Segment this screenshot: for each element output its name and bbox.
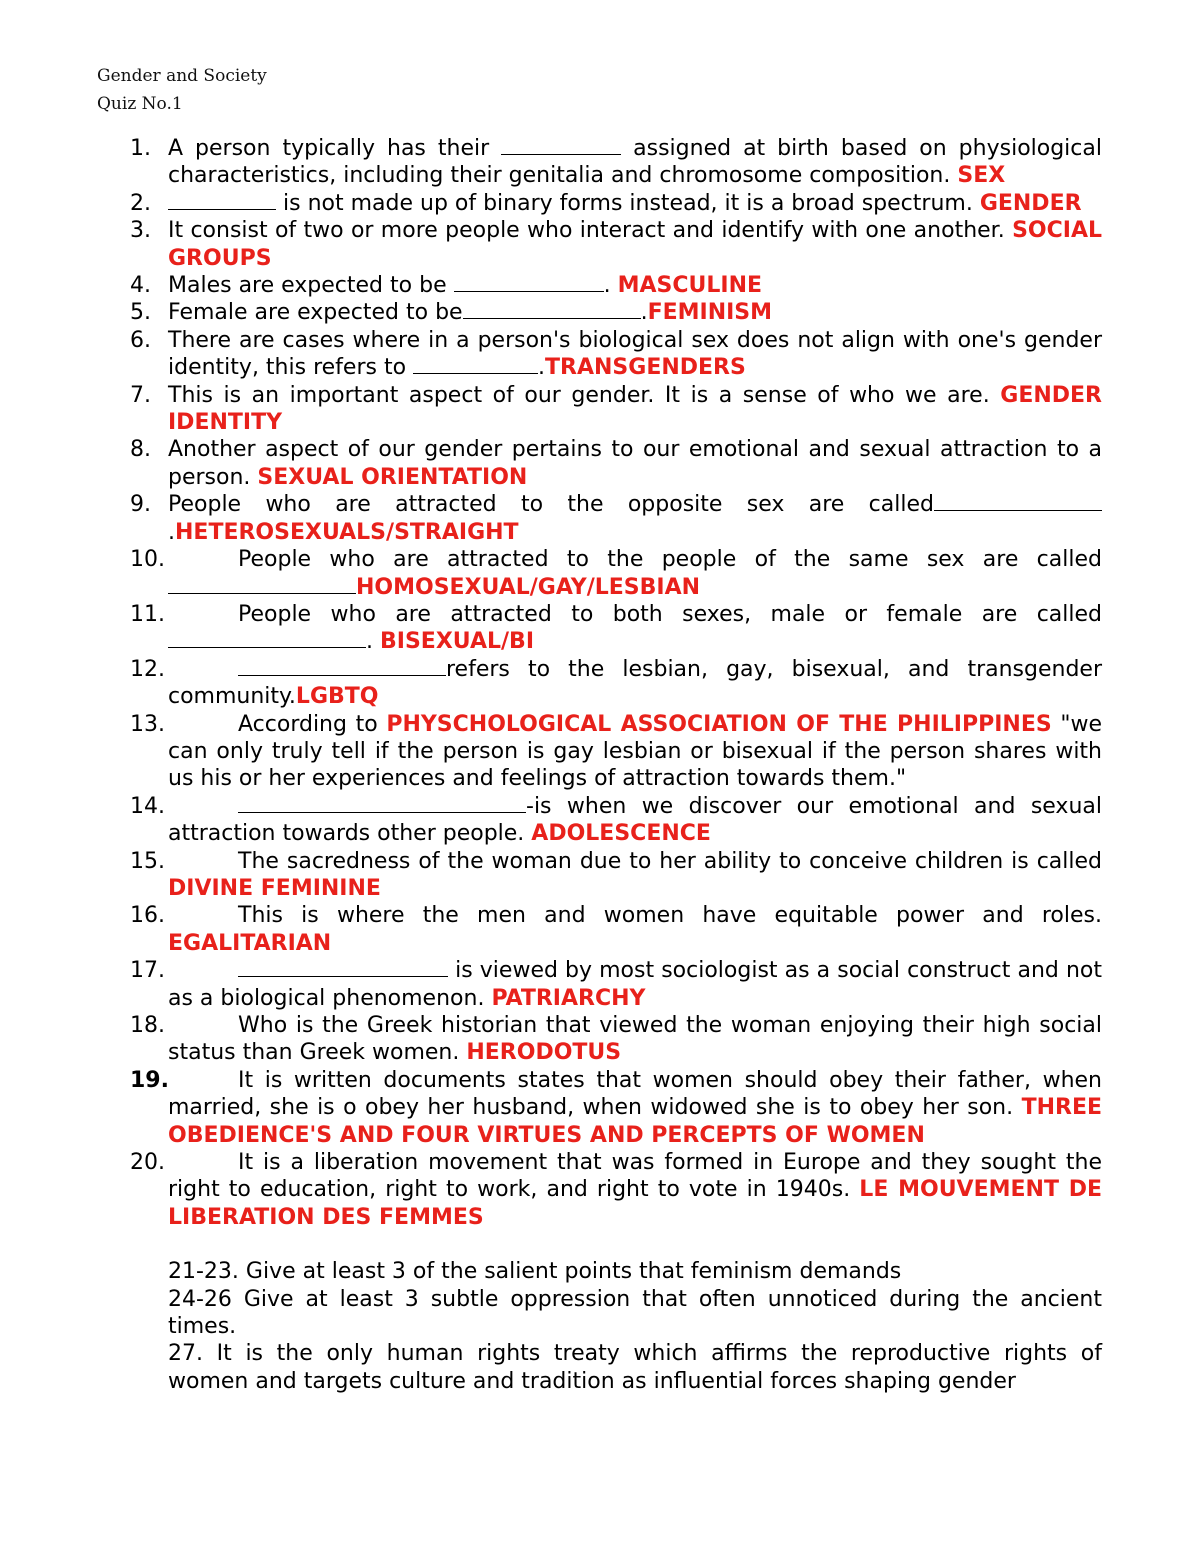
answer-key: EGALITARIAN xyxy=(168,930,332,956)
question-text: assigned at birth based on physiological characteristics, including their genitalia and chromosome composition. xyxy=(168,136,1102,189)
question-text: is not made up of binary forms instead, it is a broad spectrum. xyxy=(283,190,973,216)
question-number: 17. xyxy=(130,958,165,984)
quiz-list xyxy=(130,135,1102,1395)
question-number: 8. xyxy=(130,437,151,463)
question-number: 2. xyxy=(130,190,151,216)
question-text: It is a liberation movement that was formed in Europe and they sought the right to education, right to work, and right to vote in 1940s. xyxy=(168,1150,1102,1203)
question-text: Another aspect of our gender pertains to our emotional and sexual attraction to a person. xyxy=(168,437,1102,490)
question-11 xyxy=(130,601,1102,656)
question-text: . xyxy=(603,273,611,299)
answer-key: SOCIAL GROUPS xyxy=(168,218,1102,271)
question-4 xyxy=(130,272,1102,299)
question-text: People who are attracted to both sexes, male or female are called xyxy=(238,601,1102,627)
question-text: . xyxy=(640,300,648,326)
answer-key: BISEXUAL/BI xyxy=(380,629,535,655)
question-16 xyxy=(130,902,1102,957)
question-13 xyxy=(130,711,1102,793)
question-text: People who are attracted to the people of the same sex are called xyxy=(238,547,1102,573)
question-number: 5. xyxy=(130,300,151,326)
answer-key: FEMINISM xyxy=(647,300,773,326)
answer-blank xyxy=(413,354,538,374)
question-number: 15. xyxy=(130,848,165,874)
question-text: . xyxy=(168,519,175,545)
answer-key: SEX xyxy=(957,163,1006,189)
answer-key: PATRIARCHY xyxy=(491,985,646,1011)
question-number: 3. xyxy=(130,218,151,244)
answer-key: LGBTQ xyxy=(295,684,379,710)
question-text: "we can only truly tell if the person is gay lesbian or bisexual if the person shares with us his or her experiences and feelings of attraction towards them." xyxy=(168,711,1102,792)
question-text: . xyxy=(366,629,373,655)
question-number: 6. xyxy=(130,327,151,353)
question-number: 9. xyxy=(130,492,151,518)
question-9 xyxy=(130,491,1102,546)
question-text: is viewed by most sociologist as a social construct and not as a biological phenomenon. xyxy=(168,958,1102,1011)
question-2 xyxy=(130,190,1102,217)
document-header xyxy=(97,62,267,118)
course-title: Gender and Society xyxy=(97,66,267,86)
question-text: -is when we discover our emotional and sexual attraction towards other people. xyxy=(168,793,1102,847)
answer-blank xyxy=(168,628,366,648)
question-text: According to xyxy=(238,711,378,737)
question-number: 4. xyxy=(130,273,151,299)
question-3 xyxy=(130,217,1102,272)
answer-key: THREE OBEDIENCE'S AND FOUR VIRTUES AND PERCEPTS OF WOMEN xyxy=(168,1095,1102,1148)
question-24-26: 24-26 Give at least 3 subtle oppression that often unnoticed during the ancient times. xyxy=(168,1286,1102,1340)
question-text: . xyxy=(538,355,546,381)
question-8 xyxy=(130,436,1102,491)
question-number: 11. xyxy=(130,601,165,627)
question-number: 10. xyxy=(130,547,165,573)
spacer xyxy=(130,1231,1102,1258)
answer-blank xyxy=(238,793,526,813)
question-text: This is where the men and women have equitable power and roles. xyxy=(238,903,1102,929)
answer-key: SEXUAL ORIENTATION xyxy=(257,464,528,490)
question-6 xyxy=(130,327,1102,382)
answer-blank xyxy=(463,299,641,319)
answer-key: HETEROSEXUALS/STRAIGHT xyxy=(175,519,519,545)
question-20 xyxy=(130,1149,1102,1231)
question-number: 18. xyxy=(130,1013,165,1038)
question-14 xyxy=(130,793,1102,848)
question-12 xyxy=(130,656,1102,711)
question-text: People who are attracted to the opposite sex are called xyxy=(168,492,934,518)
question-text: It consist of two or more people who interact and identify with one another. xyxy=(168,218,1005,244)
question-number: 12. xyxy=(130,656,165,682)
answer-blank xyxy=(238,957,448,977)
question-number: 14. xyxy=(130,793,165,819)
question-number: 13. xyxy=(130,711,165,737)
answer-key: DIVINE FEMININE xyxy=(168,875,381,901)
question-10 xyxy=(130,546,1102,601)
question-19 xyxy=(130,1067,1102,1149)
question-text: This is an important aspect of our gender. It is a sense of who we are. xyxy=(168,382,990,408)
question-7 xyxy=(130,382,1102,437)
answer-key: TRANSGENDERS xyxy=(545,355,746,381)
answer-blank xyxy=(168,190,276,210)
question-17 xyxy=(130,957,1102,1012)
question-18 xyxy=(130,1012,1102,1067)
answer-blank xyxy=(168,574,356,594)
question-text: Who is the Greek historian that viewed the woman enjoying their high social status than Greek women. xyxy=(168,1013,1102,1066)
question-text: A person typically has their xyxy=(168,136,490,161)
question-number: 16. xyxy=(130,903,165,929)
answer-blank xyxy=(934,491,1102,511)
question-text: Female are expected to be xyxy=(168,300,463,326)
question-21-23: 21-23. Give at least 3 of the salient points that feminism demands xyxy=(168,1259,902,1285)
question-15 xyxy=(130,848,1102,903)
question-27: 27. It is the only human rights treaty which affirms the reproductive rights of women and targets culture and tradition as influential forces shaping gender xyxy=(168,1341,1102,1394)
answer-key: GENDER IDENTITY xyxy=(168,382,1102,436)
answer-blank xyxy=(501,135,621,155)
answer-key: HOMOSEXUAL/GAY/LESBIAN xyxy=(356,574,701,600)
question-text: Males are expected to be xyxy=(168,273,447,299)
question-5 xyxy=(130,299,1102,326)
question-text: refers to the lesbian, gay, bisexual, and transgender community. xyxy=(168,656,1102,710)
question-number: 19. xyxy=(130,1067,169,1093)
answer-blank xyxy=(238,656,446,676)
question-text: There are cases where in a person's biological sex does not align with one's gender identity, this refers to xyxy=(168,327,1102,381)
question-text: It is written documents states that women should obey their father, when married, she is o obey her husband, when widowed she is to obey her son. xyxy=(168,1067,1102,1121)
answer-key: ADOLESCENCE xyxy=(531,821,711,847)
question-number: 7. xyxy=(130,382,151,408)
answer-key: HERODOTUS xyxy=(466,1040,622,1066)
answer-key: PHYSCHOLOGICAL ASSOCIATION OF THE PHILIPPINES xyxy=(386,711,1052,737)
answer-key: GENDER xyxy=(979,190,1082,216)
question-number: 20. xyxy=(130,1150,165,1176)
answer-key: MASCULINE xyxy=(617,273,763,299)
answer-blank xyxy=(454,272,604,292)
question-number: 1. xyxy=(130,136,151,161)
question-text: The sacredness of the woman due to her ability to conceive children is called xyxy=(238,848,1102,874)
question-1 xyxy=(130,135,1102,190)
quiz-title: Quiz No.1 xyxy=(97,94,183,114)
answer-key: LE MOUVEMENT DE LIBERATION DES FEMMES xyxy=(168,1177,1102,1230)
